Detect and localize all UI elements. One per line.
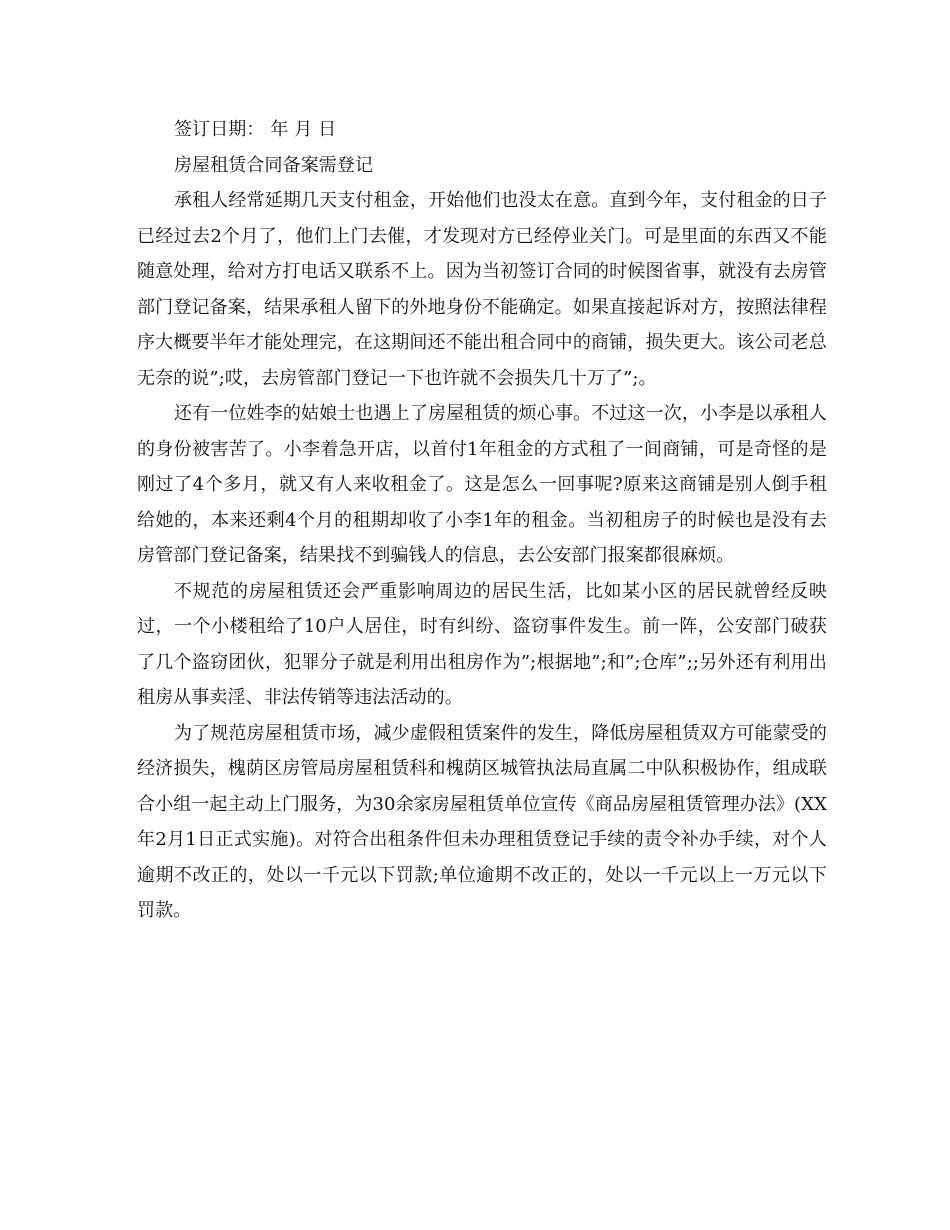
body-paragraph-1: 承租人经常延期几天支付租金，开始他们也没太在意。直到今年，支付租金的日子已经过去2个月了，他们上门去催，才发现对方已经停业关门。可是里面的东西又不能随意处理，给对方打电话又联系不上。因为当初签订合同的时候图省事，就没有去房管部门登记备案，结果承租人留下的外地身份不能确定。如果直接起诉对方，按照法律程序大概要半年才能处理完，在这期间还不能出租合同中的商铺，损失更大。该公司老总无奈的说”;哎，去房管部门登记一下也许就不会损失几十万了”;。 bbox=[137, 190, 827, 389]
body-paragraph-3: 不规范的房屋租赁还会严重影响周边的居民生活，比如某小区的居民就曾经反映过，一个小楼租给了10户人居住，时有纠纷、盗窃事件发生。前一阵，公安部门破获了几个盗窃团伙，犯罪分子就是利用出租房作为”;根据地”;和”;仓库”;;另外还有利用出租房从事卖淫、非法传销等违法活动的。 bbox=[137, 580, 827, 708]
document-heading: 房屋租赁合同备案需登记 bbox=[174, 154, 374, 176]
body-paragraph-4: 为了规范房屋租赁市场，减少虚假租赁案件的发生，降低房屋租赁双方可能蒙受的经济损失，槐荫区房管局房屋租赁科和槐荫区城管执法局直属二中队积极协作，组成联合小组一起主动上门服务，为30余家房屋租赁单位宣传《商品房屋租赁管理办法》(XX年2月1日正式实施)。对符合出租条件但未办理租赁登记手续的责令补办手续，对个人逾期不改正的，处以一千元以下罚款;单位逾期不改正的，处以一千元以上一万元以下罚款。 bbox=[137, 722, 827, 921]
document-page bbox=[137, 112, 827, 929]
body-paragraph-2: 还有一位姓李的姑娘士也遇上了房屋租赁的烦心事。不过这一次，小李是以承租人的身份被害苦了。小李着急开店，以首付1年租金的方式租了一间商铺，可是奇怪的是刚过了4个多月，就又有人来收租金了。这是怎么一回事呢?原来这商铺是别人倒手租给她的，本来还剩4个月的租期却收了小李1年的租金。当初租房子的时候也是没有去房管部门登记备案，结果找不到骗钱人的信息，去公安部门报案都很麻烦。 bbox=[137, 403, 827, 566]
sign-date-line: 签订日期： 年 月 日 bbox=[174, 119, 337, 140]
